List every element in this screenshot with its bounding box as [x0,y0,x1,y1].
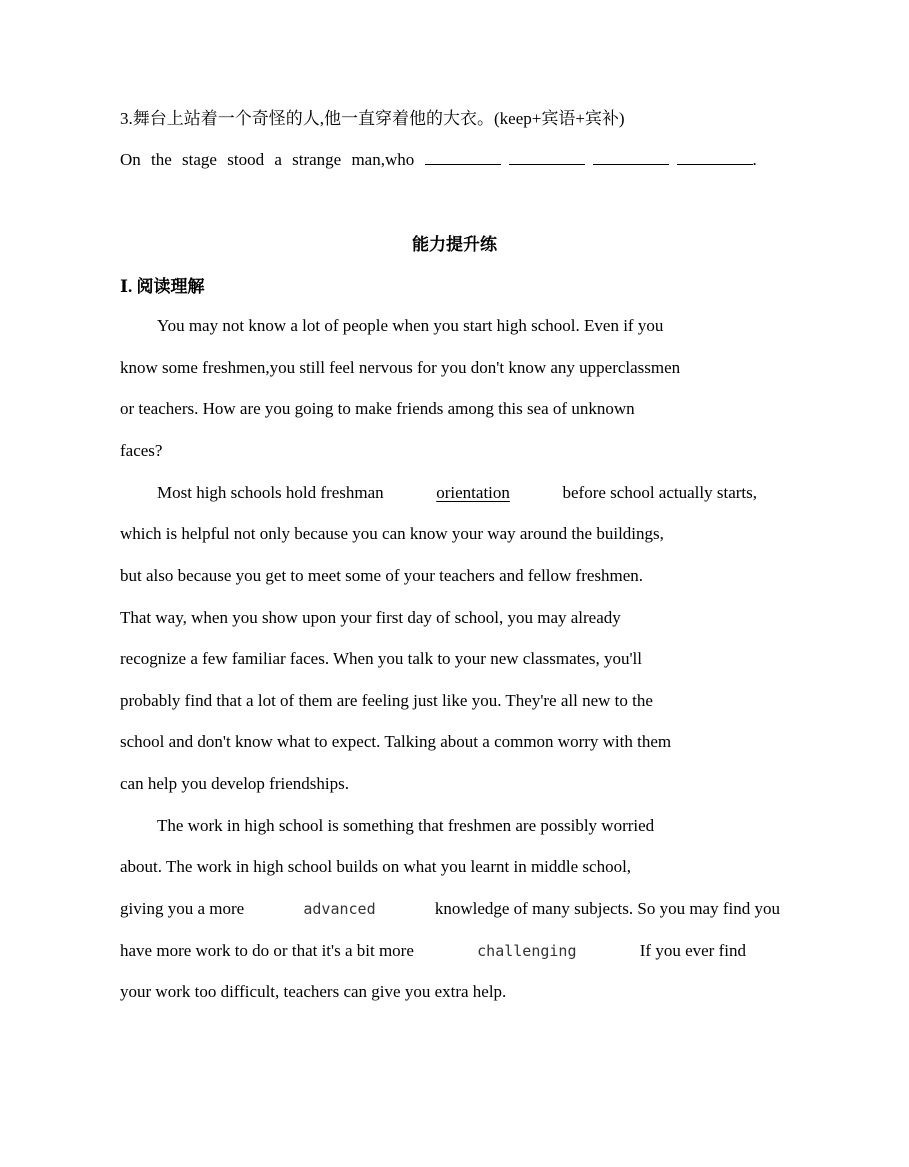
passage-line [120,356,788,380]
underlined-word-orientation: orientation [436,483,510,502]
passage-line [120,730,788,754]
passage-line [120,564,756,588]
line-text: have more work to do or that it's a bit more [120,941,414,960]
line-text: That way, when you show upon your first day of school, you may already [120,608,621,627]
passage-line [157,814,754,838]
line-text: giving you a more [120,899,245,918]
line-text: know some freshmen,you still feel nervous for you don't know any upperclassmen [120,358,681,377]
line-text: or teachers. How are you going to make friends among this sea of unknown [120,399,635,418]
line-text: school and don't know what to expect. Talking about a common worry with them [120,732,672,751]
passage-line [120,939,746,963]
line-text: can help you develop friendships. [120,774,349,793]
passage-line [120,647,750,671]
answer-blank-4[interactable] [677,150,753,165]
answer-blank-2[interactable] [509,150,585,165]
line-text: faces? [120,441,163,460]
line-text: You may not know a lot of people when you start high school. Even if you [157,316,664,335]
passage-line [120,439,788,463]
line-text: The work in high school is something that freshmen are possibly worried [157,816,655,835]
passage-line [120,397,760,421]
highlighted-word-advanced: advanced [303,900,376,918]
line-text: before school actually starts, [562,483,757,502]
passage-line [120,689,780,713]
question-3-title: 3.舞台上站着一个奇怪的人,他一直穿着他的大衣。(keep+宾语+宾补) [120,109,625,128]
passage-line [120,522,788,546]
line-text: probably find that a lot of them are feeling just like you. They're all new to the [120,691,653,710]
answer-blank-3[interactable] [593,150,669,165]
line-text: about. The work in high school builds on what you learnt in middle school, [120,857,632,876]
line-text: Most high schools hold freshman [157,483,384,502]
line-text: If you ever find [639,941,746,960]
passage-line [120,772,788,796]
reading-comprehension-heading: Ⅰ. 阅读理解 [120,277,205,296]
line-text: but also because you get to meet some of your teachers and fellow freshmen. [120,566,644,585]
highlighted-word-challenging: challenging [477,942,577,960]
question-3-sentence-start: On the stage stood a strange man,who [120,150,415,169]
passage-line [157,314,788,338]
passage-line [120,855,744,879]
passage-line [120,980,788,1004]
question-3-sentence [120,148,757,172]
answer-blank-1[interactable] [425,150,501,165]
line-text: which is helpful not only because you can know your way around the buildings, [120,524,664,543]
section-title: 能力提升练 [412,235,497,254]
passage-line [120,897,780,921]
passage-line [157,481,757,505]
passage-line [120,606,732,630]
line-text: your work too difficult, teachers can give you extra help. [120,982,507,1001]
question-3-sentence-end: . [752,150,757,169]
line-text: knowledge of many subjects. So you may find you [434,899,780,918]
line-text: recognize a few familiar faces. When you talk to your new classmates, you'll [120,649,643,668]
